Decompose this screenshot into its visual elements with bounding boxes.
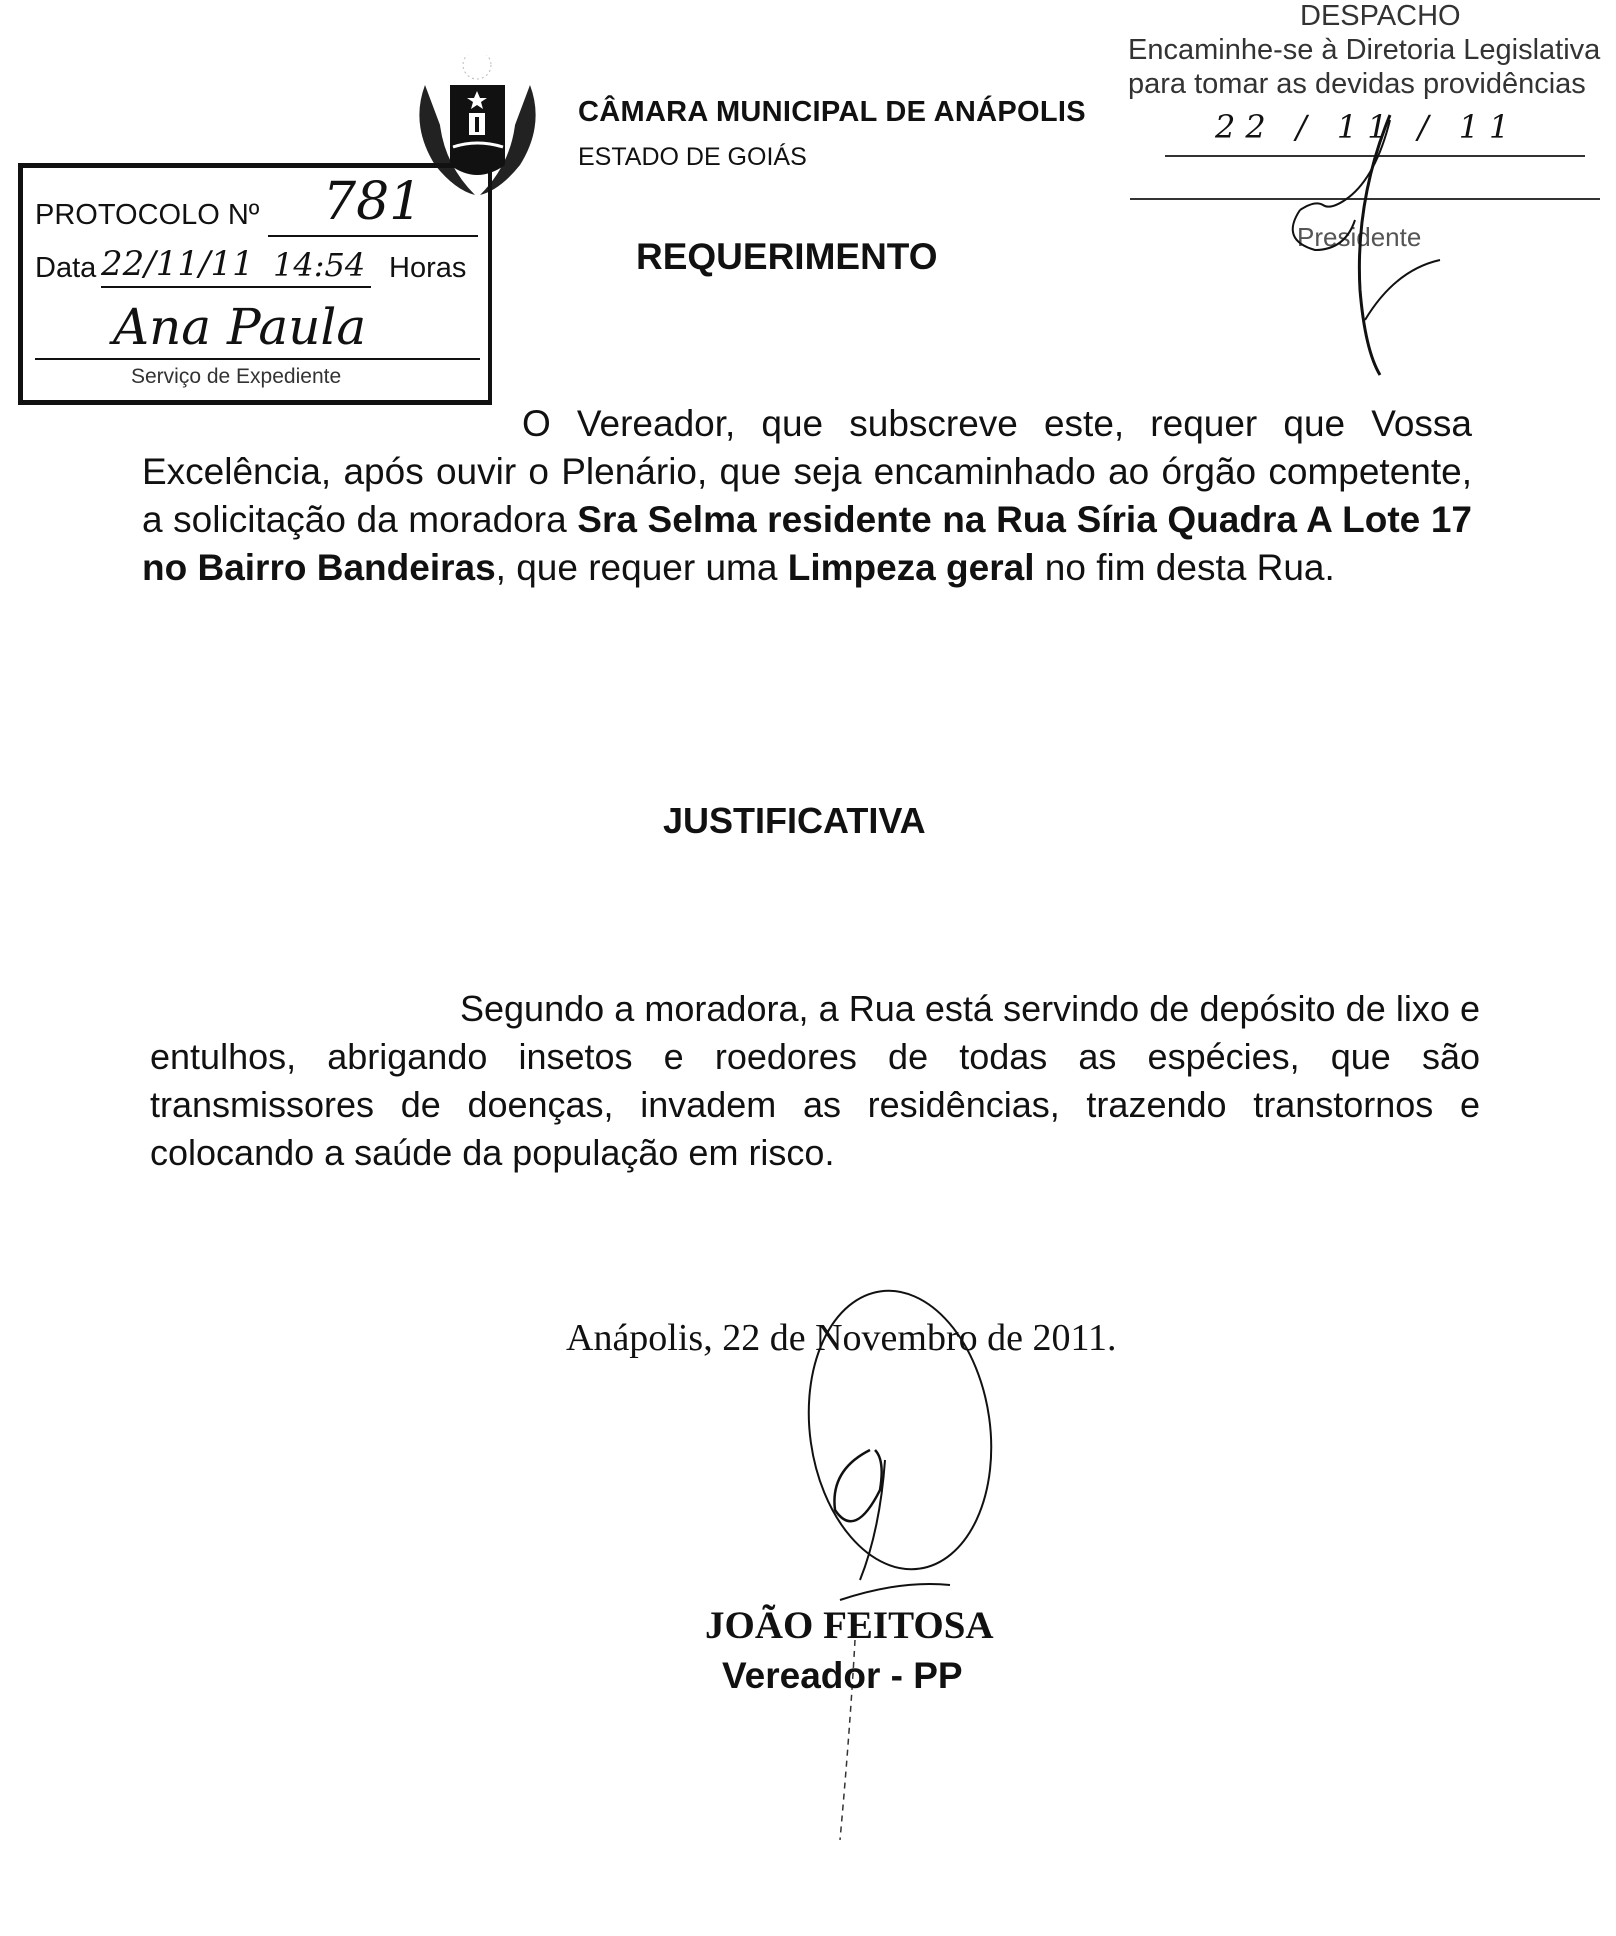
justification-title: JUSTIFICATIVA <box>663 800 926 841</box>
header-title: CÂMARA MUNICIPAL DE ANÁPOLIS <box>578 96 1086 128</box>
document-title: REQUERIMENTO <box>636 236 938 277</box>
councilor-signature <box>760 1280 1060 1840</box>
protocol-date-label: Data <box>35 252 97 284</box>
protocol-number-label: PROTOCOLO Nº <box>35 199 260 231</box>
request-service: Limpeza geral <box>787 547 1035 588</box>
protocol-signature: Ana Paula <box>113 298 367 356</box>
header-subtitle: ESTADO DE GOIÁS <box>578 143 807 171</box>
protocol-date: 22/11/11 <box>101 244 254 284</box>
protocol-hours-label: Horas <box>389 252 467 284</box>
protocol-time: 14:54 <box>273 246 366 284</box>
protocol-stamp <box>18 163 492 405</box>
dispatch-heading: DESPACHO <box>1300 0 1461 32</box>
protocol-number: 781 <box>323 172 423 232</box>
request-address: Sra Selma residente na Rua Síria Quadra A Lote 17 no Bairro Bandeiras <box>142 499 1472 588</box>
request-text: no fim desta Rua. <box>1034 547 1335 588</box>
signer-name: JOÃO FEITOSA <box>705 1604 994 1647</box>
request-paragraph <box>142 400 1472 592</box>
president-signature <box>1285 110 1545 380</box>
dispatch-date: 22 / 11 / 11 <box>1215 108 1520 146</box>
justification-paragraph <box>150 985 1480 1177</box>
dispatch-line-1: Encaminhe-se à Diretoria Legislativa <box>1128 34 1601 66</box>
protocol-footer: Serviço de Expediente <box>131 365 342 388</box>
signer-role: Vereador - PP <box>722 1655 963 1696</box>
request-text: O Vereador, que subscreve este, requer que Vossa Excelência, após ouvir o Plenário, que seja encaminhado ao órgão competente, a solicitação da moradora <box>142 403 1472 540</box>
dispatch-signer-label: Presidente <box>1297 222 1422 252</box>
justification-text: Segundo a moradora, a Rua está servindo de depósito de lixo e entulhos, abrigando insetos e roedores de todas as espécies, que são transmissores de doenças, invadem as residências, trazendo transtornos e colocando a saúde da população em risco. <box>150 988 1480 1173</box>
place-date: Anápolis, 22 de Novembro de 2011. <box>566 1317 1117 1359</box>
request-text: , que requer uma <box>495 547 788 588</box>
dispatch-line-2: para tomar as devidas providências <box>1128 68 1586 100</box>
